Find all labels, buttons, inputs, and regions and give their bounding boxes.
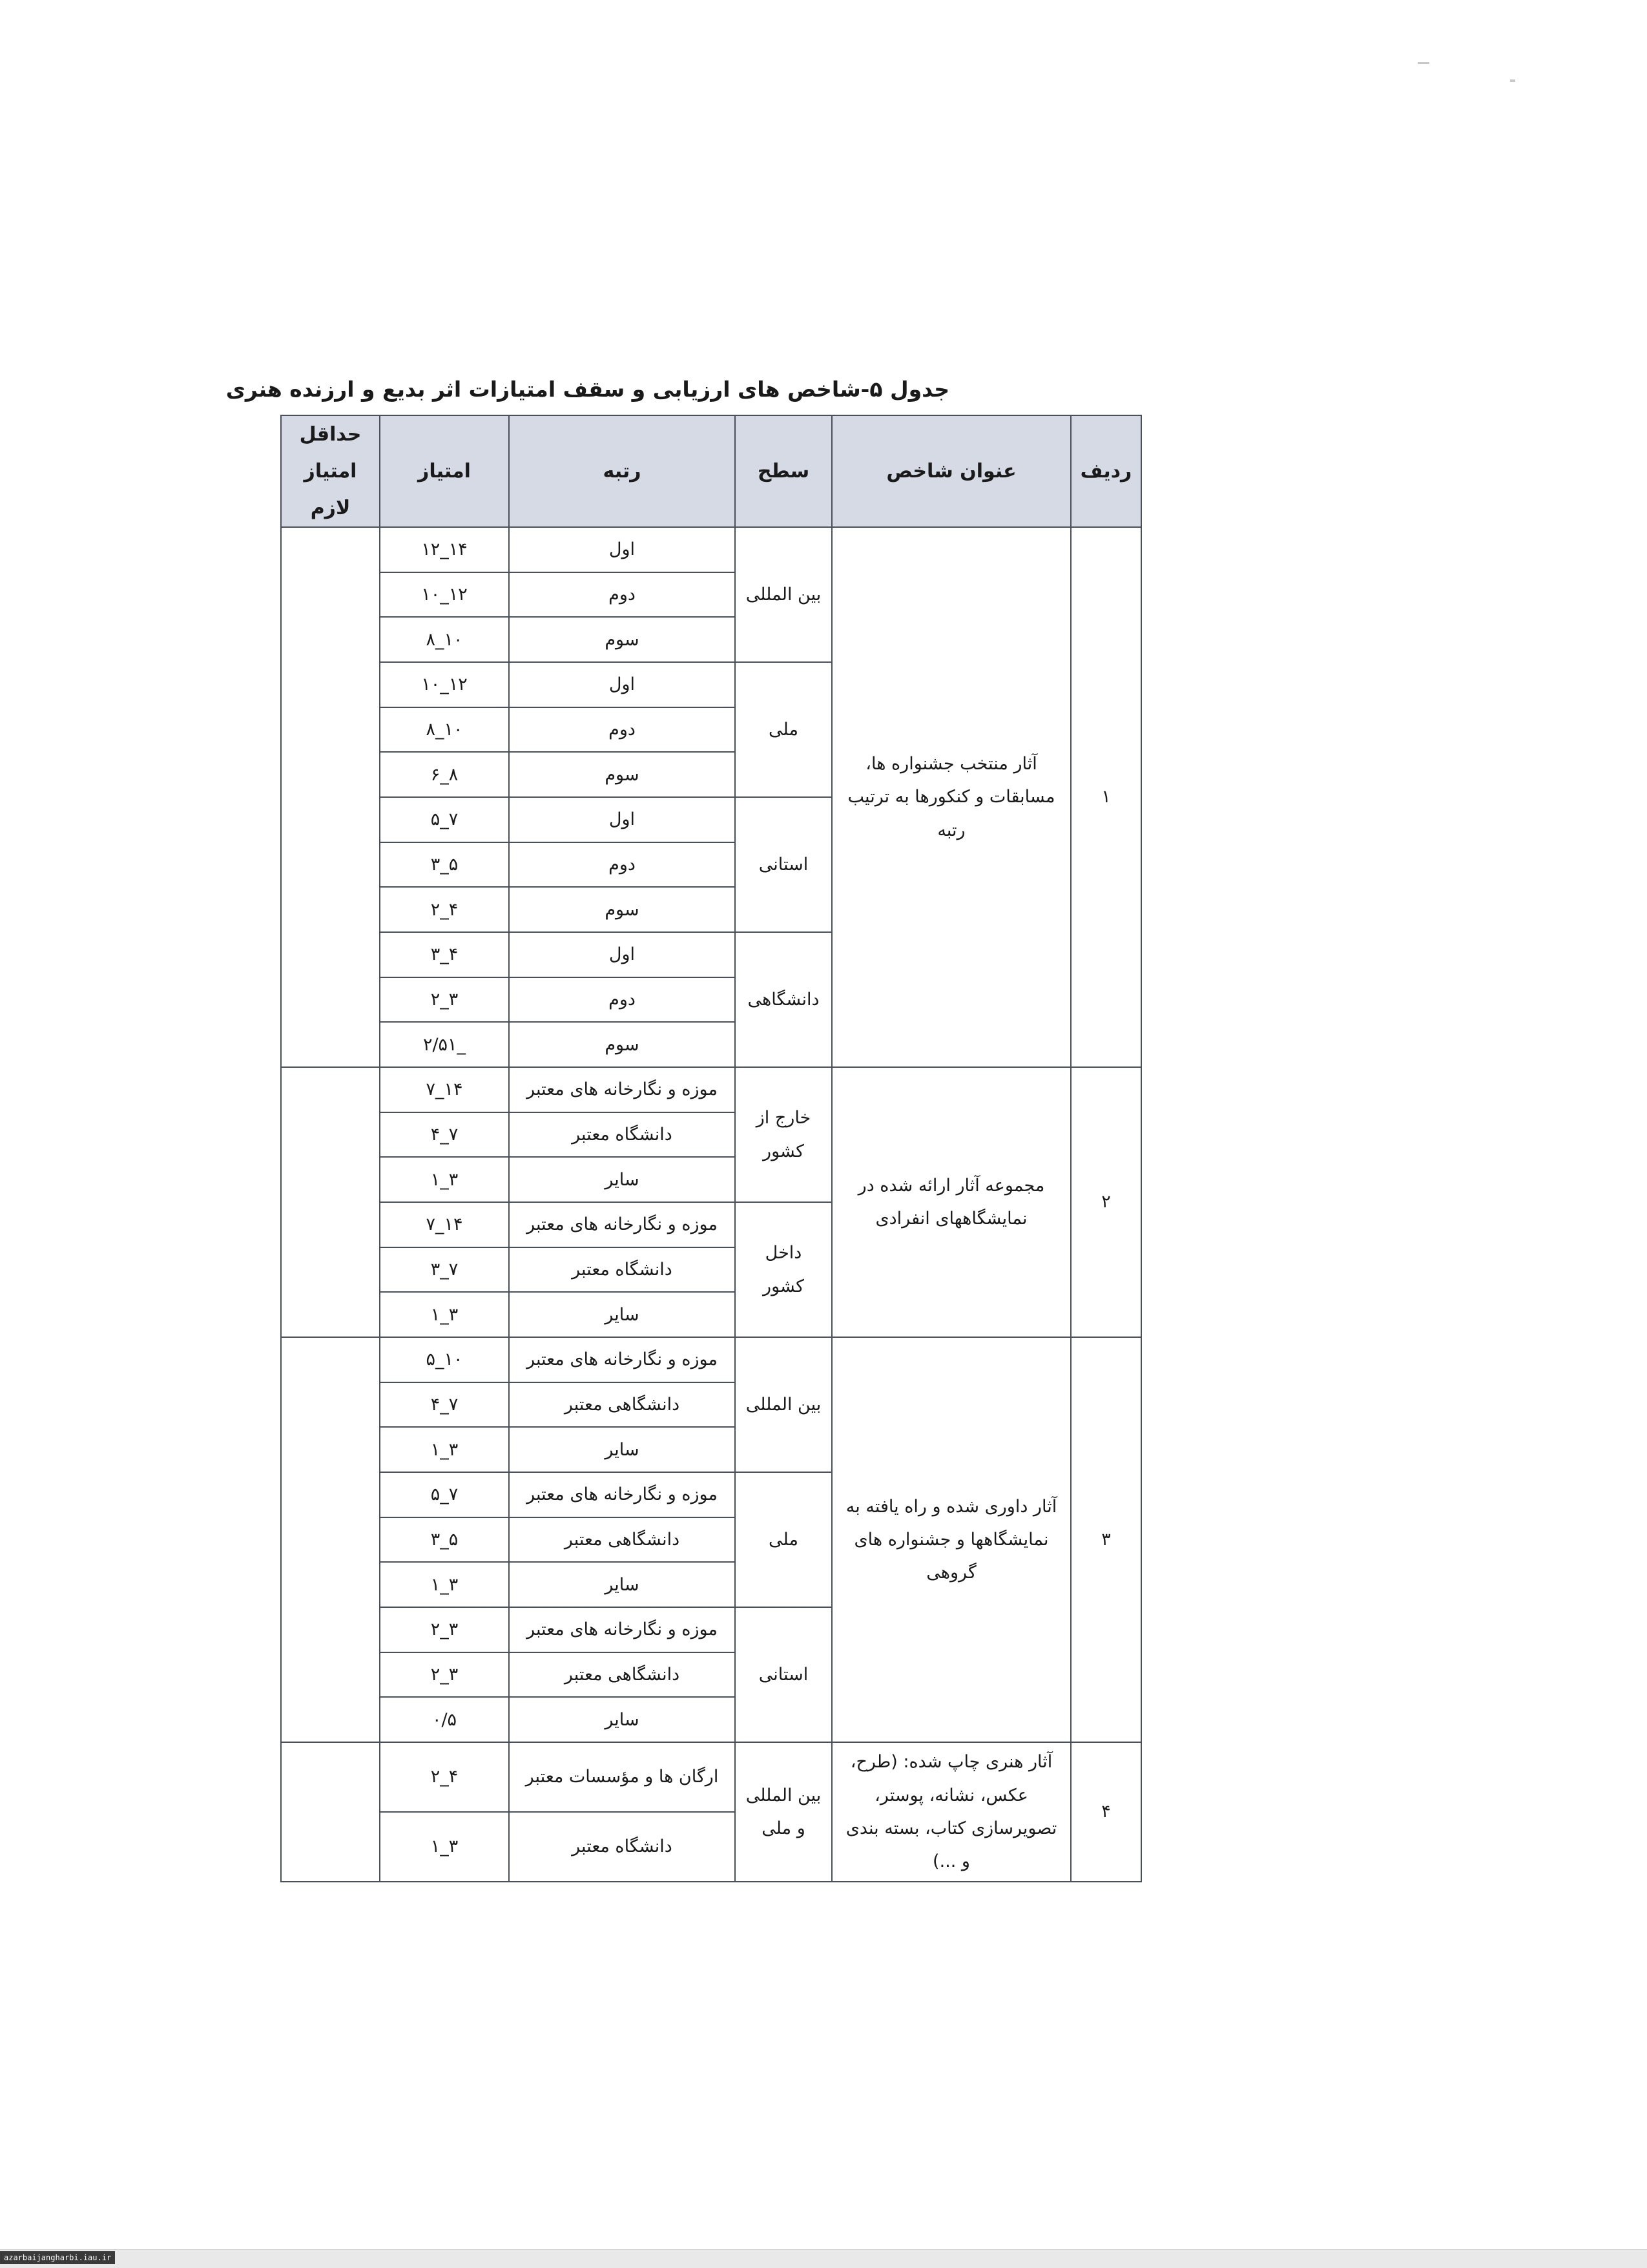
scan-bottom-strip xyxy=(0,2249,1647,2268)
cell-emtiaz: ۵_۳ xyxy=(380,1517,509,1563)
cell-hadaghal xyxy=(281,527,380,1067)
cell-rotbe: سوم xyxy=(509,1022,735,1067)
cell-emtiaz: ۸_۶ xyxy=(380,752,509,797)
cell-emtiaz: ۳_۲ xyxy=(380,1607,509,1652)
header-rotbe: رتبه xyxy=(509,415,735,527)
table-row xyxy=(281,527,1141,572)
cell-rotbe: اول xyxy=(509,662,735,707)
cell-rotbe: سایر xyxy=(509,1157,735,1202)
cell-emtiaz: ۷_۳ xyxy=(380,1247,509,1293)
cell-rotbe: دوم xyxy=(509,977,735,1023)
scan-mark xyxy=(1418,62,1429,64)
cell-rotbe: سایر xyxy=(509,1427,735,1472)
cell-rotbe: ارگان ها و مؤسسات معتبر xyxy=(509,1742,735,1812)
cell-hadaghal xyxy=(281,1742,380,1882)
cell-emtiaz: ۳_۲ xyxy=(380,1652,509,1698)
cell-rotbe: سوم xyxy=(509,617,735,662)
header-row xyxy=(281,415,1141,527)
cell-rotbe: موزه و نگارخانه های معتبر xyxy=(509,1202,735,1247)
cell-onvan: آثار داوری شده و راه یافته به نمایشگاهها و جشنواره های گروهی xyxy=(832,1337,1071,1742)
cell-emtiaz: ۳_۲ xyxy=(380,977,509,1023)
cell-radif: ۴ xyxy=(1071,1742,1141,1882)
cell-emtiaz: ۱۴_۷ xyxy=(380,1067,509,1112)
cell-emtiaz: _۲/۵۱ xyxy=(380,1022,509,1067)
cell-rotbe: دانشگاهی معتبر xyxy=(509,1652,735,1698)
table-row xyxy=(281,1067,1141,1112)
cell-rotbe: سایر xyxy=(509,1562,735,1607)
header-hadaghal: حداقل امتیاز لازم xyxy=(281,415,380,527)
cell-emtiaz: ۱۲_۱۰ xyxy=(380,662,509,707)
cell-rotbe: سوم xyxy=(509,887,735,932)
header-onvan: عنوان شاخص xyxy=(832,415,1071,527)
cell-rotbe: سوم xyxy=(509,752,735,797)
cell-sath: بین المللی xyxy=(735,527,832,662)
cell-hadaghal xyxy=(281,1337,380,1742)
cell-onvan: آثار منتخب جشنواره ها، مسابقات و کنکورها به ترتیب رتبه xyxy=(832,527,1071,1067)
cell-emtiaz: ۵_۳ xyxy=(380,842,509,888)
cell-emtiaz: ۱۴_۷ xyxy=(380,1202,509,1247)
cell-rotbe: موزه و نگارخانه های معتبر xyxy=(509,1337,735,1382)
cell-emtiaz: ۱۲_۱۰ xyxy=(380,572,509,618)
cell-rotbe: سایر xyxy=(509,1292,735,1337)
cell-emtiaz: ۳_۱ xyxy=(380,1812,509,1882)
cell-emtiaz: ۴_۲ xyxy=(380,887,509,932)
cell-rotbe: دانشگاهی معتبر xyxy=(509,1382,735,1428)
scan-mark xyxy=(1510,79,1515,82)
cell-rotbe: اول xyxy=(509,797,735,842)
cell-emtiaz: ۷_۴ xyxy=(380,1382,509,1428)
cell-sath: بین المللی و ملی xyxy=(735,1742,832,1882)
footer-url-badge: azarbaijangharbi.iau.ir xyxy=(0,2251,115,2264)
cell-onvan: مجموعه آثار ارائه شده در نمایشگاههای انفرادی xyxy=(832,1067,1071,1337)
cell-rotbe: سایر xyxy=(509,1697,735,1742)
cell-emtiaz: ۱۴_۱۲ xyxy=(380,527,509,572)
cell-emtiaz: ۱۰_۸ xyxy=(380,707,509,753)
cell-rotbe: دانشگاهی معتبر xyxy=(509,1517,735,1563)
cell-emtiaz: ۴_۲ xyxy=(380,1742,509,1812)
cell-emtiaz: ۱۰_۵ xyxy=(380,1337,509,1382)
table-body xyxy=(281,527,1141,1882)
cell-onvan: آثار هنری چاپ شده: (طرح، عکس، نشانه، پوستر، تصویرسازی کتاب، بسته بندی و ...) xyxy=(832,1742,1071,1882)
cell-rotbe: دانشگاه معتبر xyxy=(509,1112,735,1158)
cell-sath: دانشگاهی xyxy=(735,932,832,1067)
cell-hadaghal xyxy=(281,1067,380,1337)
cell-rotbe: موزه و نگارخانه های معتبر xyxy=(509,1607,735,1652)
cell-sath: استانی xyxy=(735,797,832,932)
table-row xyxy=(281,1742,1141,1812)
header-emtiaz: امتیاز xyxy=(380,415,509,527)
cell-rotbe: موزه و نگارخانه های معتبر xyxy=(509,1067,735,1112)
cell-rotbe: اول xyxy=(509,932,735,977)
cell-sath: استانی xyxy=(735,1607,832,1742)
cell-emtiaz: ۰/۵ xyxy=(380,1697,509,1742)
cell-rotbe: دوم xyxy=(509,842,735,888)
cell-radif: ۲ xyxy=(1071,1067,1141,1337)
cell-sath: ملی xyxy=(735,1472,832,1607)
table-row xyxy=(281,1337,1141,1382)
cell-emtiaz: ۴_۳ xyxy=(380,932,509,977)
cell-sath: بین المللی xyxy=(735,1337,832,1472)
cell-rotbe: اول xyxy=(509,527,735,572)
cell-radif: ۱ xyxy=(1071,527,1141,1067)
cell-emtiaz: ۷_۵ xyxy=(380,797,509,842)
cell-rotbe: دوم xyxy=(509,572,735,618)
cell-emtiaz: ۷_۴ xyxy=(380,1112,509,1158)
header-radif: ردیف xyxy=(1071,415,1141,527)
cell-emtiaz: ۳_۱ xyxy=(380,1562,509,1607)
cell-emtiaz: ۷_۵ xyxy=(380,1472,509,1517)
cell-rotbe: دانشگاه معتبر xyxy=(509,1247,735,1293)
cell-rotbe: موزه و نگارخانه های معتبر xyxy=(509,1472,735,1517)
cell-sath: ملی xyxy=(735,662,832,797)
cell-rotbe: دوم xyxy=(509,707,735,753)
cell-sath: داخل کشور xyxy=(735,1202,832,1337)
cell-emtiaz: ۱۰_۸ xyxy=(380,617,509,662)
cell-emtiaz: ۳_۱ xyxy=(380,1427,509,1472)
header-sath: سطح xyxy=(735,415,832,527)
cell-sath: خارج از کشور xyxy=(735,1067,832,1202)
evaluation-table xyxy=(280,415,1142,1882)
cell-emtiaz: ۳_۱ xyxy=(380,1157,509,1202)
cell-rotbe: دانشگاه معتبر xyxy=(509,1812,735,1882)
cell-radif: ۳ xyxy=(1071,1337,1141,1742)
cell-emtiaz: ۳_۱ xyxy=(380,1292,509,1337)
table-title: جدول ۵-شاخص های ارزیابی و سقف امتیازات اثر بدیع و ارزنده هنری xyxy=(225,377,949,402)
